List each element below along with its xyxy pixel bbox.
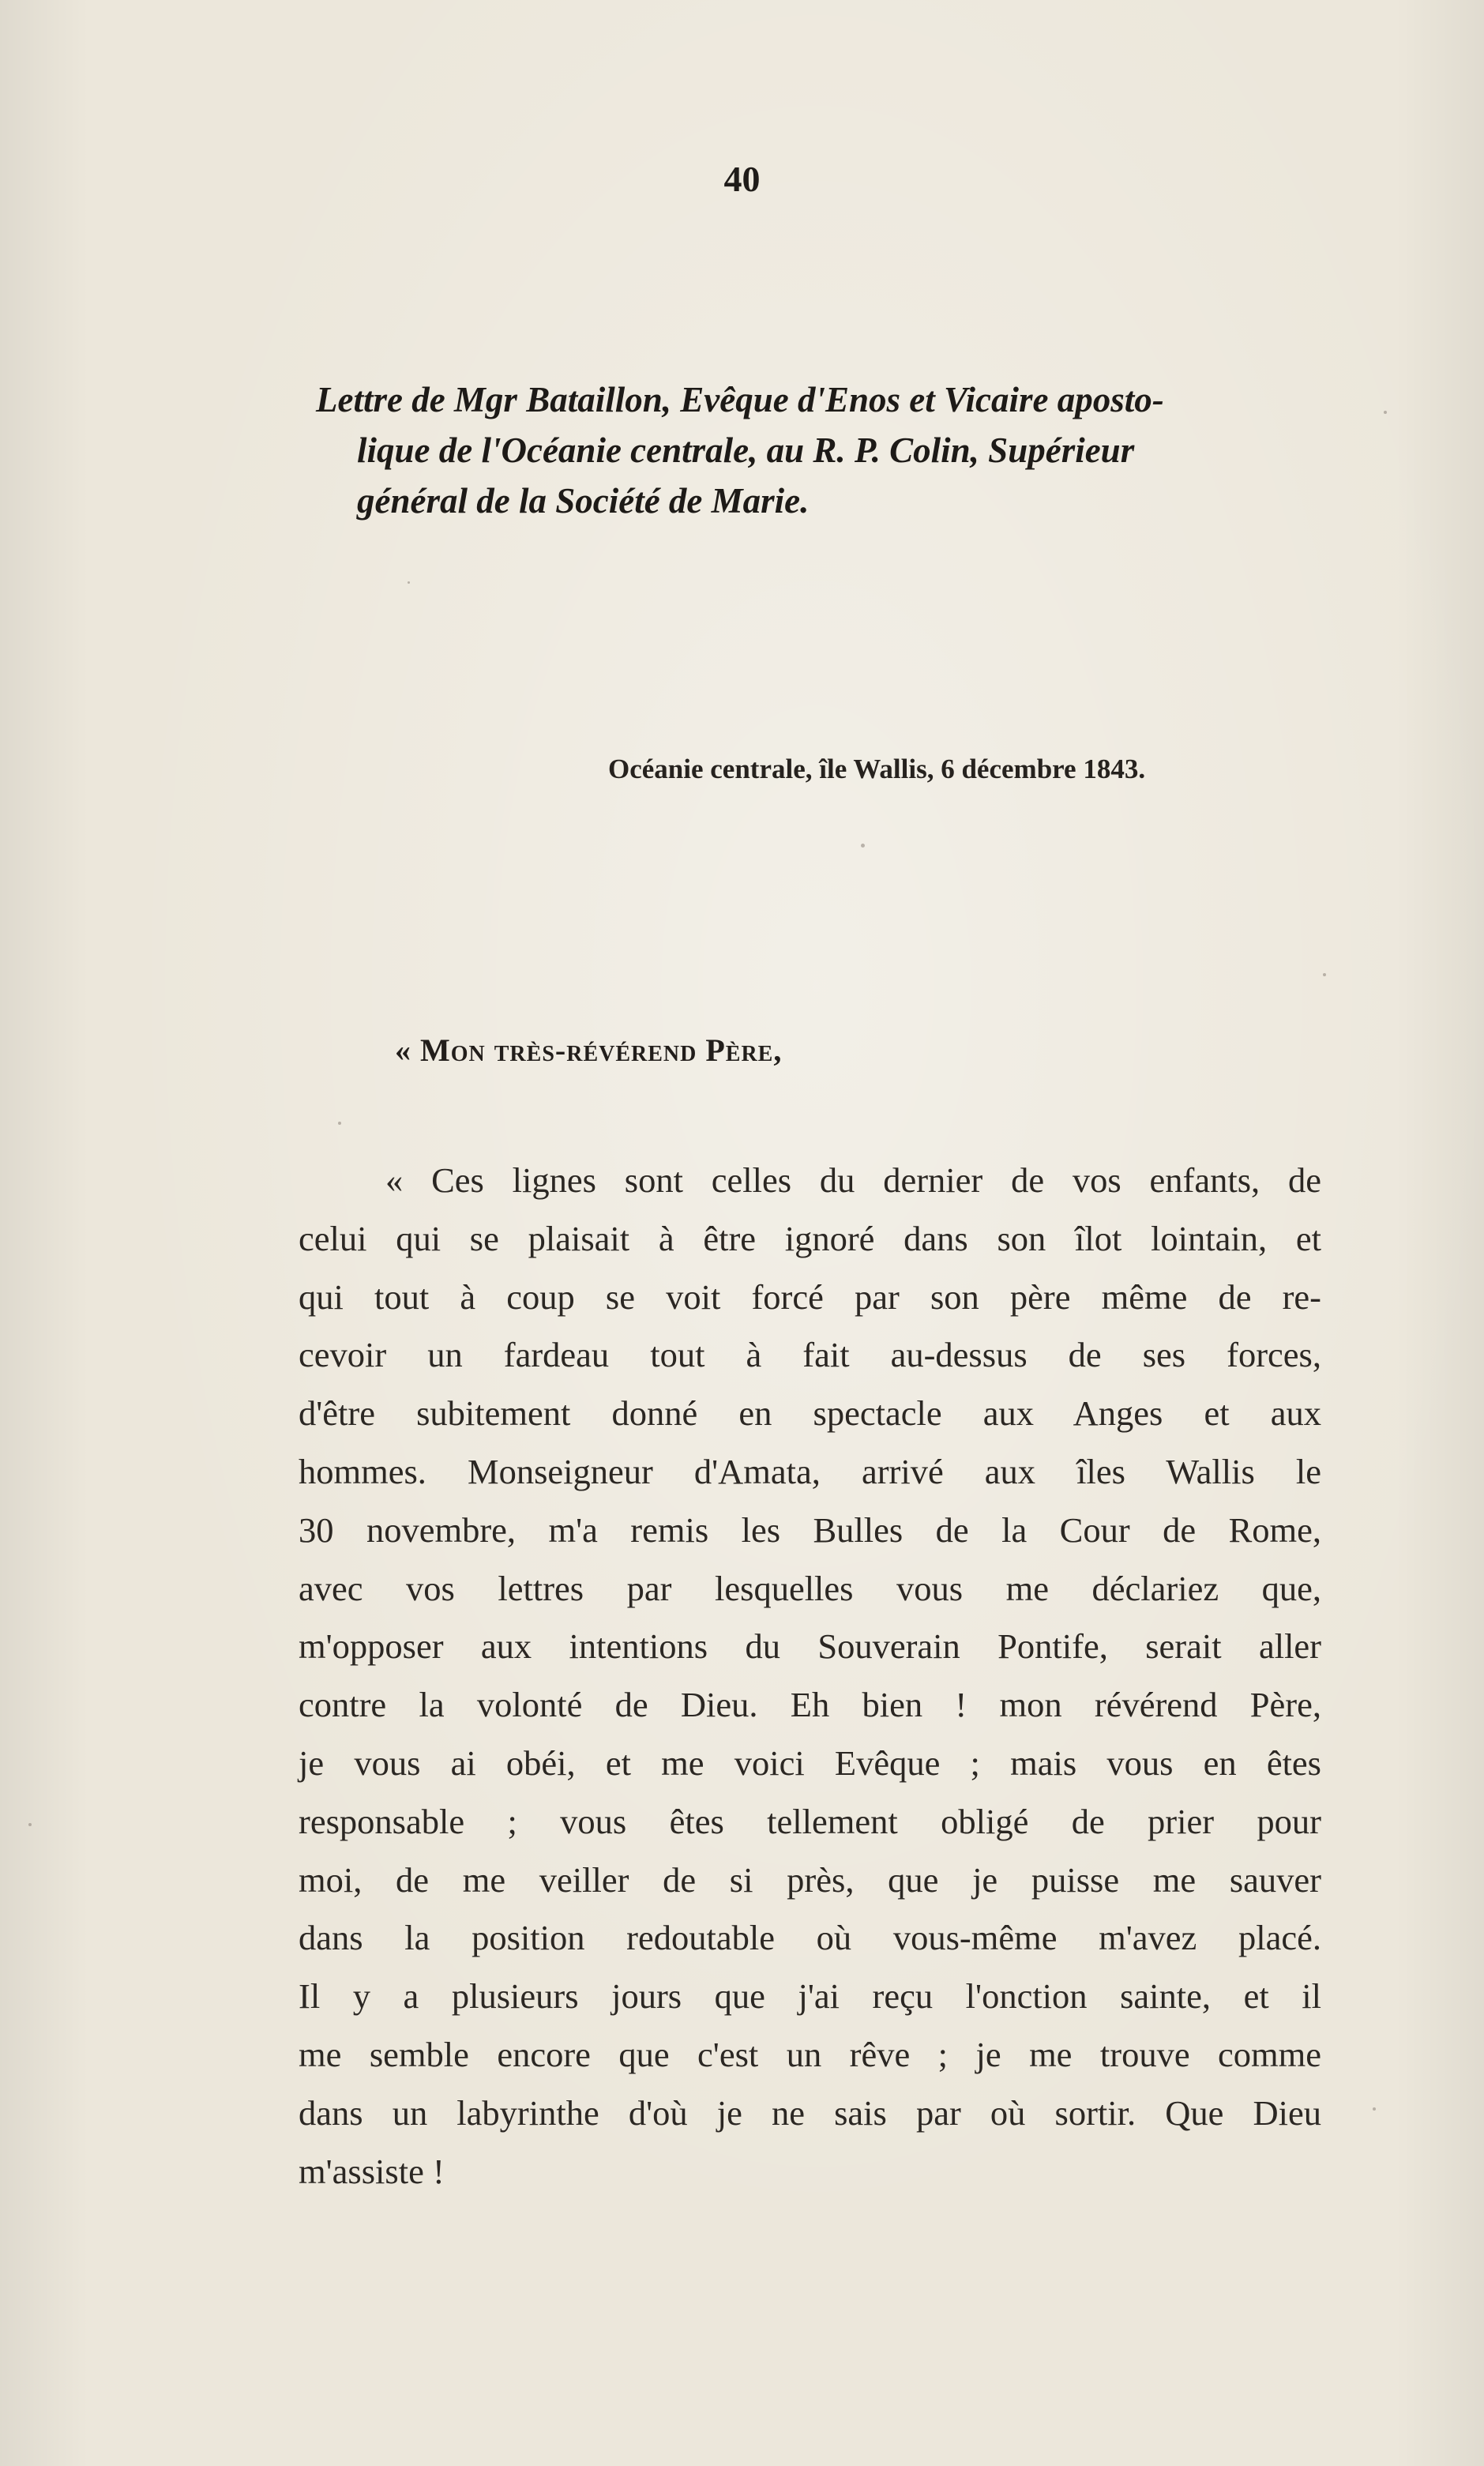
letter-heading: [316, 374, 1343, 526]
body-line: qui tout à coup se voit forcé par son père même de re-: [299, 1276, 1321, 1317]
heading-line: général de la Société de Marie.: [357, 481, 810, 521]
body-line: dans la position redoutable où vous-même m'avez placé.: [299, 1918, 1321, 1958]
body-line: Il y a plusieurs jours que j'ai reçu l'onction sainte, et il: [299, 1976, 1321, 2017]
dateline: Océanie centrale, île Wallis, 6 décembre 1843.: [608, 754, 1146, 784]
body-line: contre la volonté de Dieu. Eh bien ! mon révérend Père,: [299, 1685, 1321, 1725]
body-line: cevoir un fardeau tout à fait au-dessus de ses forces,: [299, 1335, 1321, 1375]
heading-line: lique de l'Océanie centrale, au R. P. Colin, Supérieur: [357, 430, 1135, 470]
body-line: moi, de me veiller de si près, que je puisse me sauver: [299, 1859, 1321, 1900]
body-line: 30 novembre, m'a remis les Bulles de la Cour de Rome,: [299, 1509, 1321, 1550]
body-line: je vous ai obéi, et me voici Evêque ; mais vous en êtes: [299, 1742, 1321, 1783]
body-line: « Ces lignes sont celles du dernier de vos enfants, de: [385, 1160, 1321, 1200]
paper-speck: [1373, 2107, 1376, 2111]
body-line: m'assiste !: [299, 2151, 445, 2191]
heading-line: Lettre de Mgr Bataillon, Evêque d'Enos et Vicaire aposto-: [316, 380, 1164, 419]
body-line: avec vos lettres par lesquelles vous me déclariez que,: [299, 1568, 1321, 1608]
paper-speck: [1323, 973, 1326, 976]
body-line: hommes. Monseigneur d'Amata, arrivé aux îles Wallis le: [299, 1451, 1321, 1491]
paper-speck: [338, 1122, 341, 1125]
letter-body: [299, 1152, 1321, 2201]
body-line: me semble encore que c'est un rêve ; je me trouve comme: [299, 2034, 1321, 2074]
salutation: « Mon très-révérend Père,: [395, 1032, 783, 1068]
paper-speck: [28, 1823, 32, 1826]
body-line: dans un labyrinthe d'où je ne sais par où sortir. Que Dieu: [299, 2092, 1321, 2133]
body-line: celui qui se plaisait à être ignoré dans son îlot lointain, et: [299, 1218, 1321, 1258]
body-line: d'être subitement donné en spectacle aux Anges et aux: [299, 1393, 1321, 1434]
body-line: responsable ; vous êtes tellement obligé de prier pour: [299, 1801, 1321, 1841]
paper-speck: [408, 581, 410, 584]
page-number: 40: [723, 159, 761, 199]
body-line: m'opposer aux intentions du Souverain Pontife, serait aller: [299, 1626, 1321, 1667]
paper-speck: [861, 844, 865, 848]
paper-speck: [1384, 411, 1387, 414]
